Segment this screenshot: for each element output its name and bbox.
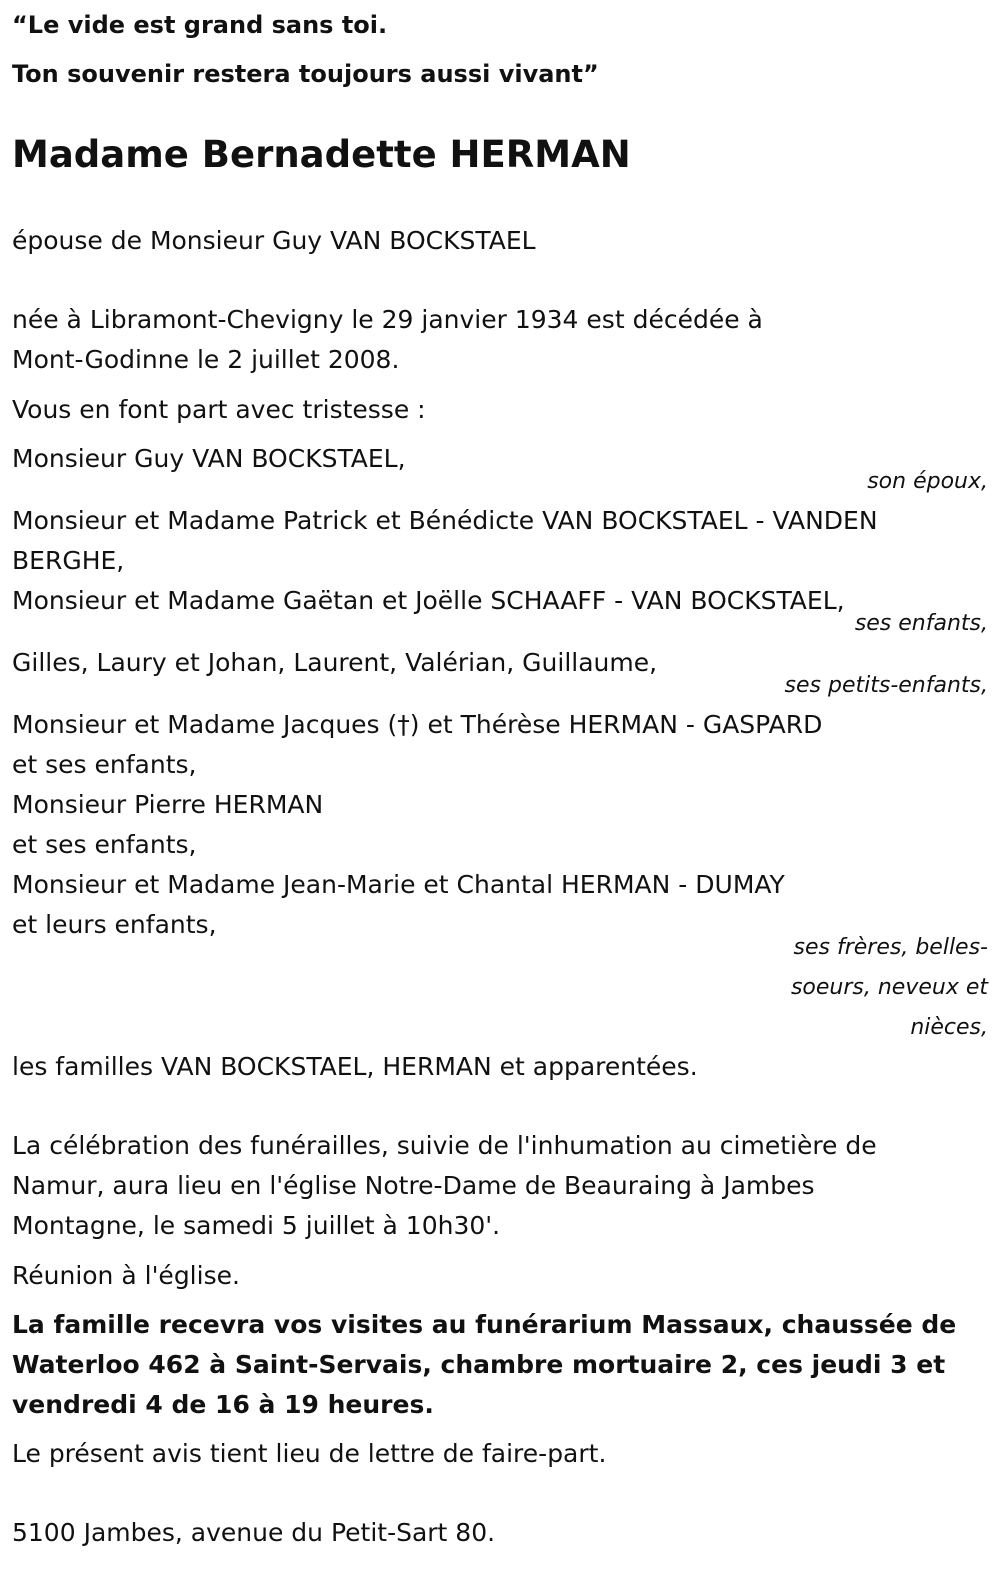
siblings-role-line-3: nièces,	[910, 1015, 988, 1040]
grandchildren-line: Gilles, Laury et Johan, Laurent, Valérian, Guillaume,	[12, 648, 658, 677]
visits-line-3: vendredi 4 de 16 à 19 heures.	[12, 1390, 434, 1419]
funeral-line-2: Namur, aura lieu en l'église Notre-Dame de Beauraing à Jambes	[12, 1171, 815, 1200]
child2-line: Monsieur et Madame Gaëtan et Joëlle SCHAAFF - VAN BOCKSTAEL,	[12, 586, 845, 615]
husband-name: Monsieur Guy VAN BOCKSTAEL,	[12, 444, 406, 473]
spouse-line: épouse de Monsieur Guy VAN BOCKSTAEL	[12, 226, 536, 255]
sibling3-line-2: et leurs enfants,	[12, 910, 217, 939]
visits-line-1: La famille recevra vos visites au funérarium Massaux, chaussée de	[12, 1310, 957, 1339]
funeral-line-1: La célébration des funérailles, suivie de l'inhumation au cimetière de	[12, 1131, 877, 1160]
meeting-line: Réunion à l'église.	[12, 1261, 240, 1290]
siblings-role-line-2: soeurs, neveux et	[790, 975, 988, 1000]
funeral-line-3: Montagne, le samedi 5 juillet à 10h30'.	[12, 1211, 501, 1240]
sibling3-line-1: Monsieur et Madame Jean-Marie et Chantal HERMAN - DUMAY	[12, 870, 785, 899]
deceased-name: Madame Bernadette HERMAN	[12, 133, 631, 176]
address-line: 5100 Jambes, avenue du Petit-Sart 80.	[12, 1518, 496, 1547]
intro-line: Vous en font part avec tristesse :	[12, 395, 426, 424]
sibling2-line-1: Monsieur Pierre HERMAN	[12, 790, 324, 819]
visits-line-2: Waterloo 462 à Saint-Servais, chambre mortuaire 2, ces jeudi 3 et	[12, 1350, 946, 1379]
notice-line: Le présent avis tient lieu de lettre de faire-part.	[12, 1439, 607, 1468]
quote-line-2: Ton souvenir restera toujours aussi vivant”	[12, 60, 599, 88]
siblings-role-line-1: ses frères, belles-	[793, 935, 988, 960]
families-line: les familles VAN BOCKSTAEL, HERMAN et apparentées.	[12, 1052, 698, 1081]
child1-line-1: Monsieur et Madame Patrick et Bénédicte VAN BOCKSTAEL - VANDEN	[12, 506, 878, 535]
sibling1-line-2: et ses enfants,	[12, 750, 197, 779]
husband-role: son époux,	[867, 469, 988, 494]
children-role: ses enfants,	[854, 611, 988, 636]
sibling2-line-2: et ses enfants,	[12, 830, 197, 859]
quote-line-1: “Le vide est grand sans toi.	[12, 11, 388, 39]
child1-line-2: BERGHE,	[12, 546, 125, 575]
birth-death-line-1: née à Libramont-Chevigny le 29 janvier 1934 est décédée à	[12, 305, 763, 334]
sibling1-line-1: Monsieur et Madame Jacques (†) et Thérèse HERMAN - GASPARD	[12, 710, 823, 739]
grandchildren-role: ses petits-enfants,	[784, 673, 988, 698]
birth-death-line-2: Mont-Godinne le 2 juillet 2008.	[12, 345, 400, 374]
